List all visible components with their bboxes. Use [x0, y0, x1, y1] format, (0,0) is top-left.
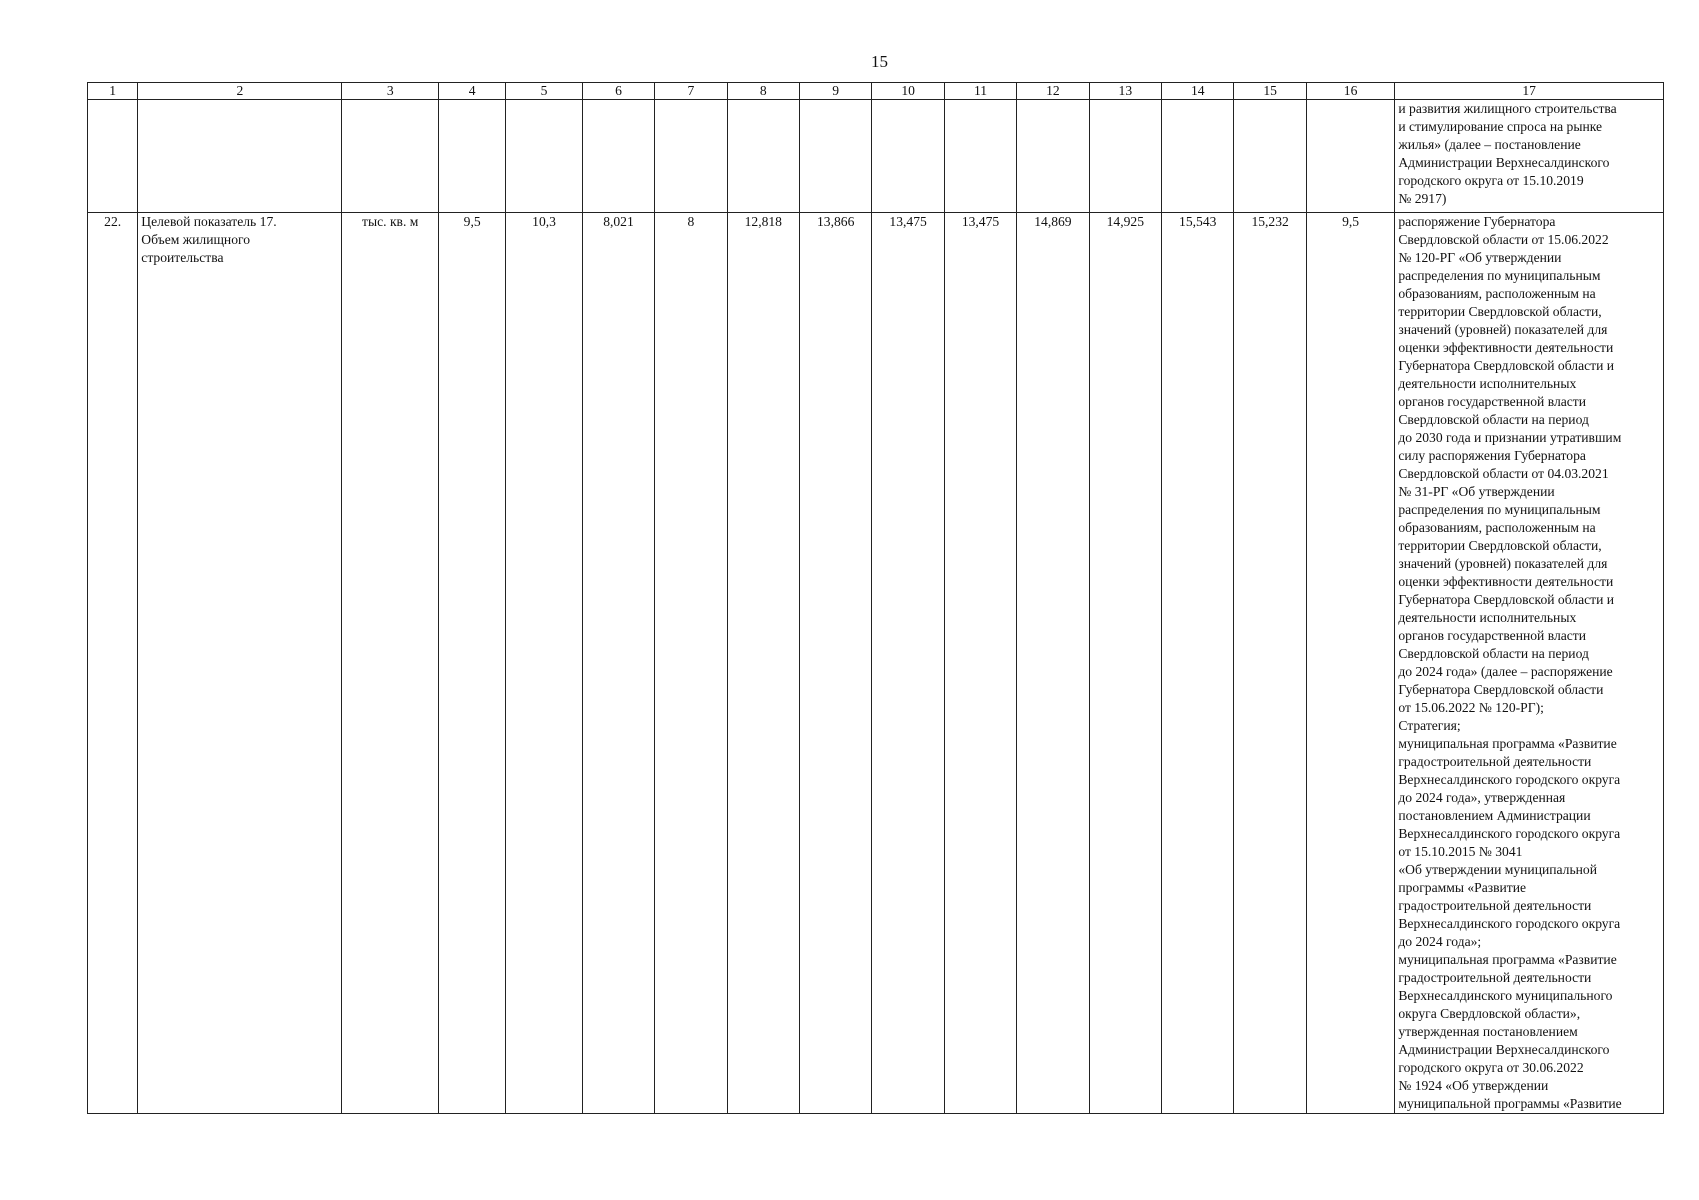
text-line: Верхнесалдинского городского округа: [1398, 772, 1621, 787]
header-cell: 3: [342, 83, 439, 100]
value-cell: 9,5: [438, 213, 505, 1114]
text-line: Верхнесалдинского городского округа: [1398, 916, 1621, 931]
table-cell: [138, 100, 342, 213]
text-line: Губернатора Свердловской области и: [1398, 592, 1615, 607]
text-line: № 31-РГ «Об утверждении: [1398, 484, 1555, 499]
value-cell: 15,232: [1234, 213, 1306, 1114]
page-number: 15: [871, 52, 888, 71]
header-cell: 14: [1162, 83, 1234, 100]
text-line: Губернатора Свердловской области: [1398, 682, 1604, 697]
text-line: Свердловской области на период: [1398, 646, 1589, 661]
header-cell: 12: [1017, 83, 1089, 100]
table-cell: [438, 100, 505, 213]
table-cell: [88, 100, 138, 213]
text-line: деятельности исполнительных: [1398, 610, 1577, 625]
table-cell: [944, 100, 1016, 213]
text-line: оценки эффективности деятельности: [1398, 340, 1614, 355]
value-cell: 10,3: [506, 213, 582, 1114]
header-cell: 7: [655, 83, 727, 100]
header-cell: 9: [800, 83, 872, 100]
header-row: [88, 83, 1664, 100]
text-line: Свердловской области на период: [1398, 412, 1589, 427]
header-cell: 2: [138, 83, 342, 100]
header-cell: 15: [1234, 83, 1306, 100]
text-line: № 120-РГ «Об утверждении: [1398, 250, 1562, 265]
text-line: Администрации Верхнесалдинского: [1398, 155, 1610, 170]
text-line: Целевой показатель 17.: [141, 214, 277, 229]
text-line: территории Свердловской области,: [1398, 304, 1602, 319]
text-line: муниципальной программы «Развитие: [1398, 1096, 1622, 1111]
indicator-name: [138, 213, 342, 1114]
text-line: органов государственной власти: [1398, 394, 1587, 409]
text-line: градостроительной деятельности: [1398, 898, 1592, 913]
header-cell: 13: [1089, 83, 1161, 100]
text-line: образованиям, расположенным на: [1398, 520, 1596, 535]
table-cell: [342, 100, 439, 213]
value-cell: 12,818: [727, 213, 799, 1114]
text-line: Губернатора Свердловской области и: [1398, 358, 1615, 373]
text-line: оценки эффективности деятельности: [1398, 574, 1614, 589]
value-cell: 13,475: [872, 213, 944, 1114]
text-line: утвержденная постановлением: [1398, 1024, 1578, 1039]
table-cell: [800, 100, 872, 213]
text-line: распределения по муниципальным: [1398, 502, 1601, 517]
text-line: и стимулирование спроса на рынке: [1398, 119, 1603, 134]
text-line: до 2030 года и признании утратившим: [1398, 430, 1622, 445]
text-line: муниципальная программа «Развитие: [1398, 952, 1617, 967]
table-cell: [1234, 100, 1306, 213]
table-cell: [582, 100, 654, 213]
header-cell: 8: [727, 83, 799, 100]
text-line: от 15.06.2022 № 120-РГ);: [1398, 700, 1544, 715]
indicators-table: [87, 82, 1664, 1114]
unit-of-measure: тыс. кв. м: [342, 213, 439, 1114]
text-line: постановлением Администрации: [1398, 808, 1591, 823]
text-line: до 2024 года»;: [1398, 934, 1482, 949]
row-number: 22.: [88, 213, 138, 1114]
text-line: Администрации Верхнесалдинского: [1398, 1042, 1610, 1057]
value-cell: 8,021: [582, 213, 654, 1114]
text-line: силу распоряжения Губернатора: [1398, 448, 1586, 463]
table-cell: [727, 100, 799, 213]
text-line: от 15.10.2015 № 3041: [1398, 844, 1523, 859]
table-cell: [872, 100, 944, 213]
value-cell: 13,475: [944, 213, 1016, 1114]
text-line: округа Свердловской области»,: [1398, 1006, 1581, 1021]
table-row-continuation: [88, 100, 1664, 213]
table-cell: [655, 100, 727, 213]
text-line: Свердловской области от 15.06.2022: [1398, 232, 1609, 247]
text-line: № 1924 «Об утверждении: [1398, 1078, 1549, 1093]
text-line: строительства: [141, 250, 224, 265]
value-cell: 14,869: [1017, 213, 1089, 1114]
text-line: и развития жилищного строительства: [1398, 101, 1617, 116]
header-cell: 1: [88, 83, 138, 100]
text-line: образованиям, расположенным на: [1398, 286, 1596, 301]
text-line: градостроительной деятельности: [1398, 970, 1592, 985]
table-cell: [1306, 100, 1395, 213]
table-row-22: [88, 213, 1664, 1114]
text-line: Свердловской области от 04.03.2021: [1398, 466, 1609, 481]
header-cell: 10: [872, 83, 944, 100]
text-line: Объем жилищного: [141, 232, 251, 247]
text-line: распределения по муниципальным: [1398, 268, 1601, 283]
text-line: Верхнесалдинского муниципального: [1398, 988, 1613, 1003]
value-cell: 8: [655, 213, 727, 1114]
text-line: «Об утверждении муниципальной: [1398, 862, 1597, 877]
text-line: распоряжение Губернатора: [1398, 214, 1556, 229]
table-cell: [1017, 100, 1089, 213]
value-cell: 13,866: [800, 213, 872, 1114]
header-cell: 11: [944, 83, 1016, 100]
text-line: жилья» (далее – постановление: [1398, 137, 1581, 152]
header-cell: 16: [1306, 83, 1395, 100]
value-cell: 9,5: [1306, 213, 1395, 1114]
source-document-cell: [1395, 213, 1664, 1114]
text-line: до 2024 года» (далее – распоряжение: [1398, 664, 1613, 679]
text-line: органов государственной власти: [1398, 628, 1587, 643]
text-line: муниципальная программа «Развитие: [1398, 736, 1617, 751]
table-cell: [1089, 100, 1161, 213]
text-line: городского округа от 30.06.2022: [1398, 1060, 1584, 1075]
text-line: № 2917): [1398, 191, 1447, 206]
header-cell: 4: [438, 83, 505, 100]
header-cell: 17: [1395, 83, 1664, 100]
text-line: значений (уровней) показателей для: [1398, 556, 1608, 571]
source-document-cell: [1395, 100, 1664, 213]
text-line: территории Свердловской области,: [1398, 538, 1602, 553]
text-line: значений (уровней) показателей для: [1398, 322, 1608, 337]
table-cell: [506, 100, 582, 213]
text-line: до 2024 года», утвержденная: [1398, 790, 1566, 805]
table-cell: [1162, 100, 1234, 213]
value-cell: 15,543: [1162, 213, 1234, 1114]
header-cell: 5: [506, 83, 582, 100]
value-cell: 14,925: [1089, 213, 1161, 1114]
text-line: деятельности исполнительных: [1398, 376, 1577, 391]
text-line: программы «Развитие: [1398, 880, 1527, 895]
text-line: Верхнесалдинского городского округа: [1398, 826, 1621, 841]
text-line: градостроительной деятельности: [1398, 754, 1592, 769]
text-line: городского округа от 15.10.2019: [1398, 173, 1584, 188]
header-cell: 6: [582, 83, 654, 100]
text-line: Стратегия;: [1398, 718, 1461, 733]
